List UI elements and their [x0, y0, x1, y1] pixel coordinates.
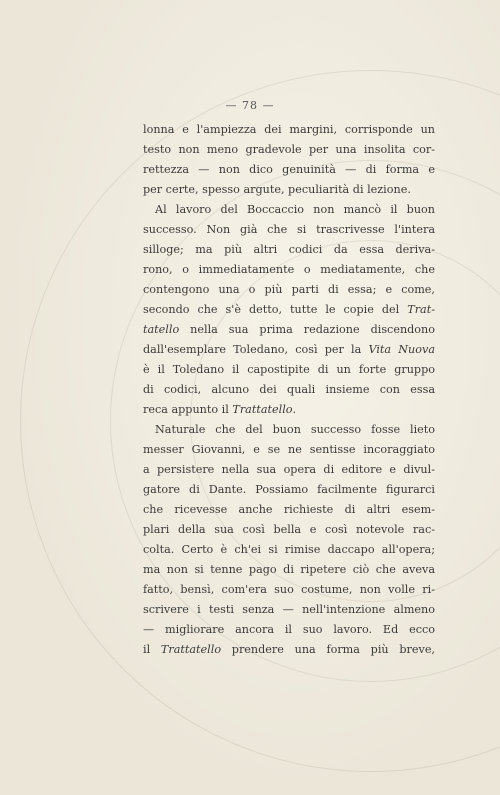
text-line: contengono una o più parti di essa; e come,: [143, 283, 435, 296]
text-line: messer Giovanni, e se ne sentisse incoraggiato: [143, 443, 435, 456]
text-line: colta. Certo è ch'ei si rimise daccapo all'opera;: [143, 543, 435, 556]
text-line: rono, o immediatamente o mediatamente, che: [143, 263, 435, 276]
text-line: reca appunto il Trattatello.: [143, 403, 297, 416]
text-line: dall'esemplare Toledano, così per la Vita Nuova: [143, 343, 435, 356]
text-line: secondo che s'è detto, tutte le copie del Trat-: [143, 303, 435, 316]
text-line: — migliorare ancora il suo lavoro. Ed ecco: [143, 623, 435, 636]
text-line: scrivere i testi senza — nell'intenzione almeno: [143, 603, 435, 616]
text-line: che ricevesse anche richieste di altri esem-: [143, 503, 435, 516]
text-line: per certe, spesso argute, peculiarità di lezione.: [143, 183, 411, 196]
text-line: plari della sua così bella e così notevole rac-: [143, 523, 435, 536]
text-line: tatello nella sua prima redazione discendono: [143, 323, 435, 336]
text-line: Naturale che del buon successo fosse lieto: [155, 423, 435, 436]
page-number: — 78 —: [225, 99, 275, 112]
text-line: di codici, alcuno dei quali insieme con essa: [143, 383, 435, 396]
text-line: gatore di Dante. Possiamo facilmente figurarci: [143, 483, 435, 496]
text-line: fatto, bensì, com'era suo costume, non volle ri-: [143, 583, 435, 596]
text-line: a persistere nella sua opera di editore e divul-: [143, 463, 435, 476]
text-line: Al lavoro del Boccaccio non mancò il buon: [155, 203, 435, 216]
text-line: rettezza — non dico genuinità — di forma e: [143, 163, 435, 176]
text-line: è il Toledano il capostipite di un forte gruppo: [143, 363, 435, 376]
text-line: il Trattatello prendere una forma più breve,: [143, 643, 435, 656]
text-line: successo. Non già che si trascrivesse l'intera: [143, 223, 435, 236]
text-line: lonna e l'ampiezza dei margini, corrisponde un: [143, 123, 435, 136]
text-line: ma non si tenne pago di ripetere ciò che aveva: [143, 563, 435, 576]
body-text: [143, 120, 435, 660]
text-line: testo non meno gradevole per una insolita cor-: [143, 143, 435, 156]
text-line: silloge; ma più altri codici da essa deriva-: [143, 243, 435, 256]
